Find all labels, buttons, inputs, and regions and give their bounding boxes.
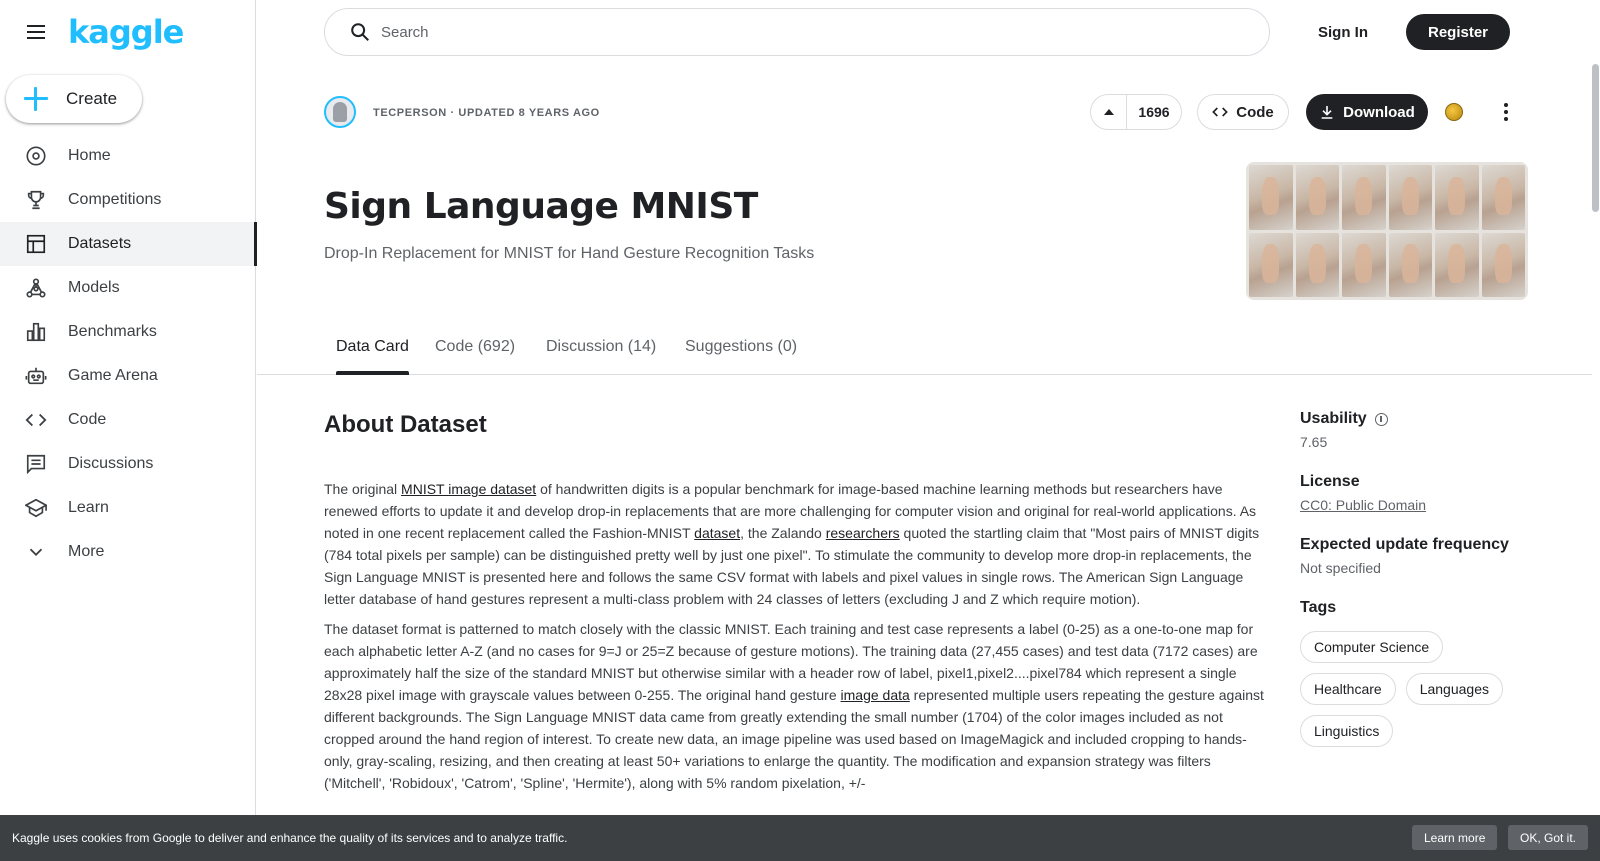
usability-value: 7.65 — [1300, 434, 1328, 450]
cookie-banner — [0, 815, 1600, 861]
cookie-message: Kaggle uses cookies from Google to deliver and enhance the quality of its services and to analyze traffic. — [12, 831, 568, 845]
sidebar-item-label: Datasets — [68, 235, 132, 252]
description-paragraph — [324, 478, 1272, 610]
sidebar-item-benchmarks[interactable] — [0, 310, 256, 354]
researchers-link[interactable]: researchers — [825, 525, 900, 541]
hand-sign-thumbnail — [1389, 165, 1433, 230]
upvote-button[interactable] — [1091, 95, 1127, 129]
tab-discussion[interactable]: Discussion (14) — [546, 338, 657, 355]
sidebar-item-label: Models — [68, 279, 120, 296]
hand-sign-thumbnail — [1482, 233, 1526, 298]
tag-list — [1300, 631, 1540, 747]
hand-sign-thumbnail — [1482, 165, 1526, 230]
tag-computer-science[interactable]: Computer Science — [1300, 631, 1443, 663]
ok-got-it-button[interactable]: OK, Got it. — [1508, 825, 1588, 850]
sidebar-item-more[interactable] — [0, 530, 256, 574]
hand-sign-thumbnail — [1296, 165, 1340, 230]
learn-more-button[interactable]: Learn more — [1412, 825, 1497, 850]
code-icon — [25, 409, 47, 431]
tag-languages[interactable]: Languages — [1406, 673, 1503, 705]
sidebar-item-learn[interactable] — [0, 486, 256, 530]
text-span: The dataset format is patterned to match closely with the classic MNIST. Each training and test case represents a label (0-25) as a one-to-one map for each alphabetic letter A-Z (and no cases for 9=J or 25=Z because of gesture motions). The training data (27,455 cases) and test data (7172 cases) are approximately half the size of the standard MNIST but otherwise similar with a header row of label, pixel1,pixel2....pixel784 which represent a single 28x28 pixel image with grayscale values between 0-255. The original hand gesture — [324, 621, 1258, 703]
usability-label: Usability — [1300, 410, 1367, 427]
hand-sign-thumbnail — [1389, 233, 1433, 298]
dataset-subtitle: Drop-In Replacement for MNIST for Hand Gesture Recognition Tasks — [324, 245, 815, 262]
dataset-title: Sign Language MNIST — [324, 186, 758, 227]
sidebar-item-game-arena[interactable] — [0, 354, 256, 398]
search-input[interactable] — [381, 24, 1181, 41]
avatar-figure-icon — [333, 102, 347, 122]
trophy-icon — [25, 189, 47, 211]
tags-heading: Tags — [1300, 599, 1337, 616]
chevron-down-icon — [25, 541, 47, 563]
hand-sign-thumbnail — [1249, 233, 1293, 298]
frequency-value: Not specified — [1300, 560, 1381, 576]
dataset-link[interactable]: dataset — [694, 525, 741, 541]
text-span: The original — [324, 481, 402, 497]
download-icon — [1319, 104, 1335, 120]
tab-suggestions[interactable]: Suggestions (0) — [685, 338, 798, 355]
plus-icon — [22, 85, 50, 113]
more-options-icon[interactable] — [1494, 100, 1518, 124]
sidebar-item-home[interactable] — [0, 134, 256, 178]
metadata-panel — [1300, 410, 1560, 747]
tag-linguistics[interactable]: Linguistics — [1300, 715, 1393, 747]
text-span: quoted the startling claim that "Most pairs of MNIST digits (784 total pixels per sample) can be distinguished pretty well by just one pixel". To stimulate the community to develop more drop-in replacements, the Sign Language MNIST is presented here and follows the same CSV format with labels and pixel values in single rows. The American Sign Language letter database of hand gestures represent a multi-class problem with 24 classes of letters (excluding J and Z which require motion). — [324, 525, 1260, 607]
sidebar — [0, 0, 256, 861]
license-value — [1300, 497, 1560, 513]
license-heading: License — [1300, 473, 1360, 490]
hand-sign-thumbnail — [1342, 233, 1386, 298]
kaggle-logo[interactable]: kaggle — [68, 13, 184, 51]
create-label: Create — [66, 89, 118, 108]
search-icon — [349, 21, 371, 43]
tab-data-card[interactable]: Data Card — [336, 338, 409, 375]
compass-icon — [25, 145, 47, 167]
usability-heading — [1300, 410, 1560, 428]
dataset-tabs — [257, 330, 1592, 375]
owner-avatar[interactable] — [324, 96, 356, 128]
sidebar-item-label: Code — [68, 411, 107, 428]
sidebar-header — [0, 0, 255, 64]
vote-widget — [1090, 94, 1182, 130]
code-icon — [1212, 104, 1228, 120]
about-heading: About Dataset — [324, 411, 487, 438]
sidebar-item-label: Learn — [68, 499, 109, 516]
text-span: represented multiple users repeating the gesture against different backgrounds. The Sign Language MNIST data came from greatly extending the small number (1704) of the color images included as not cropped around the hand region of interest. To create new data, an image pipeline was used based on ImageMagick and included cropping to hands-only, gray-scaling, resizing, and then creating at least 50+ variations to enlarge the quantity. The modification and expansion strategy was filters ('Mitchell', 'Robidoux', 'Catrom', 'Spline', 'Hermite'), along with 5% random pixelation, +/- — [324, 687, 1264, 791]
sidebar-item-models[interactable] — [0, 266, 256, 310]
table-icon — [25, 233, 47, 255]
robot-icon — [25, 365, 47, 387]
sidebar-item-label: Benchmarks — [68, 323, 157, 340]
comment-icon — [25, 453, 47, 475]
hand-sign-thumbnail — [1342, 165, 1386, 230]
download-button[interactable] — [1306, 94, 1428, 130]
sidebar-item-label: Game Arena — [68, 367, 158, 384]
hand-sign-thumbnail — [1435, 233, 1479, 298]
sidebar-item-label: More — [68, 543, 105, 560]
image-data-link[interactable]: image data — [840, 687, 910, 703]
school-icon — [25, 497, 47, 519]
download-button-label: Download — [1343, 103, 1415, 121]
mnist-link[interactable]: MNIST image dataset — [401, 481, 537, 497]
sidebar-item-competitions[interactable] — [0, 178, 256, 222]
create-button[interactable] — [6, 75, 142, 123]
tab-code[interactable]: Code (692) — [435, 338, 516, 355]
medal-icon[interactable] — [1445, 103, 1463, 121]
sidebar-nav — [0, 134, 256, 574]
code-button-label: Code — [1236, 103, 1274, 121]
dataset-cover-image — [1246, 162, 1528, 300]
sidebar-item-code[interactable] — [0, 398, 256, 442]
sidebar-item-label: Competitions — [68, 191, 162, 208]
register-button[interactable]: Register — [1406, 14, 1510, 50]
hand-sign-thumbnail — [1435, 165, 1479, 230]
text-span: of handwritten digits is a popular benchmark for image-based machine learning methods but researchers have renewed efforts to update it and develop drop-in replacements that are more challenging for computer vision and original for real-world applications. As noted in one recent replacement called the Fashion-MNIST — [324, 481, 1257, 541]
models-icon — [25, 277, 47, 299]
sign-in-button[interactable]: Sign In — [1318, 23, 1368, 41]
license-link[interactable]: CC0: Public Domain — [1300, 497, 1427, 513]
code-button[interactable] — [1197, 94, 1289, 130]
hand-sign-thumbnail — [1249, 165, 1293, 230]
sidebar-item-label: Discussions — [68, 455, 154, 472]
owner-updated-line: TECPERSON · UPDATED 8 YEARS AGO — [373, 107, 600, 119]
sidebar-item-discussions[interactable] — [0, 442, 256, 486]
vote-count: 1696 — [1138, 104, 1170, 120]
menu-icon[interactable] — [24, 20, 48, 44]
text-span: , the Zalando — [740, 525, 826, 541]
sidebar-item-label: Home — [68, 147, 111, 164]
search-bar[interactable] — [324, 8, 1270, 56]
info-icon[interactable] — [1375, 413, 1388, 426]
about-description — [324, 478, 1272, 802]
scrollbar-thumb[interactable] — [1592, 64, 1599, 212]
bar-chart-icon — [25, 321, 47, 343]
tag-healthcare[interactable]: Healthcare — [1300, 673, 1396, 705]
description-paragraph — [324, 618, 1272, 794]
frequency-heading: Expected update frequency — [1300, 536, 1509, 553]
sidebar-item-datasets[interactable] — [0, 222, 256, 266]
hand-sign-thumbnail — [1296, 233, 1340, 298]
